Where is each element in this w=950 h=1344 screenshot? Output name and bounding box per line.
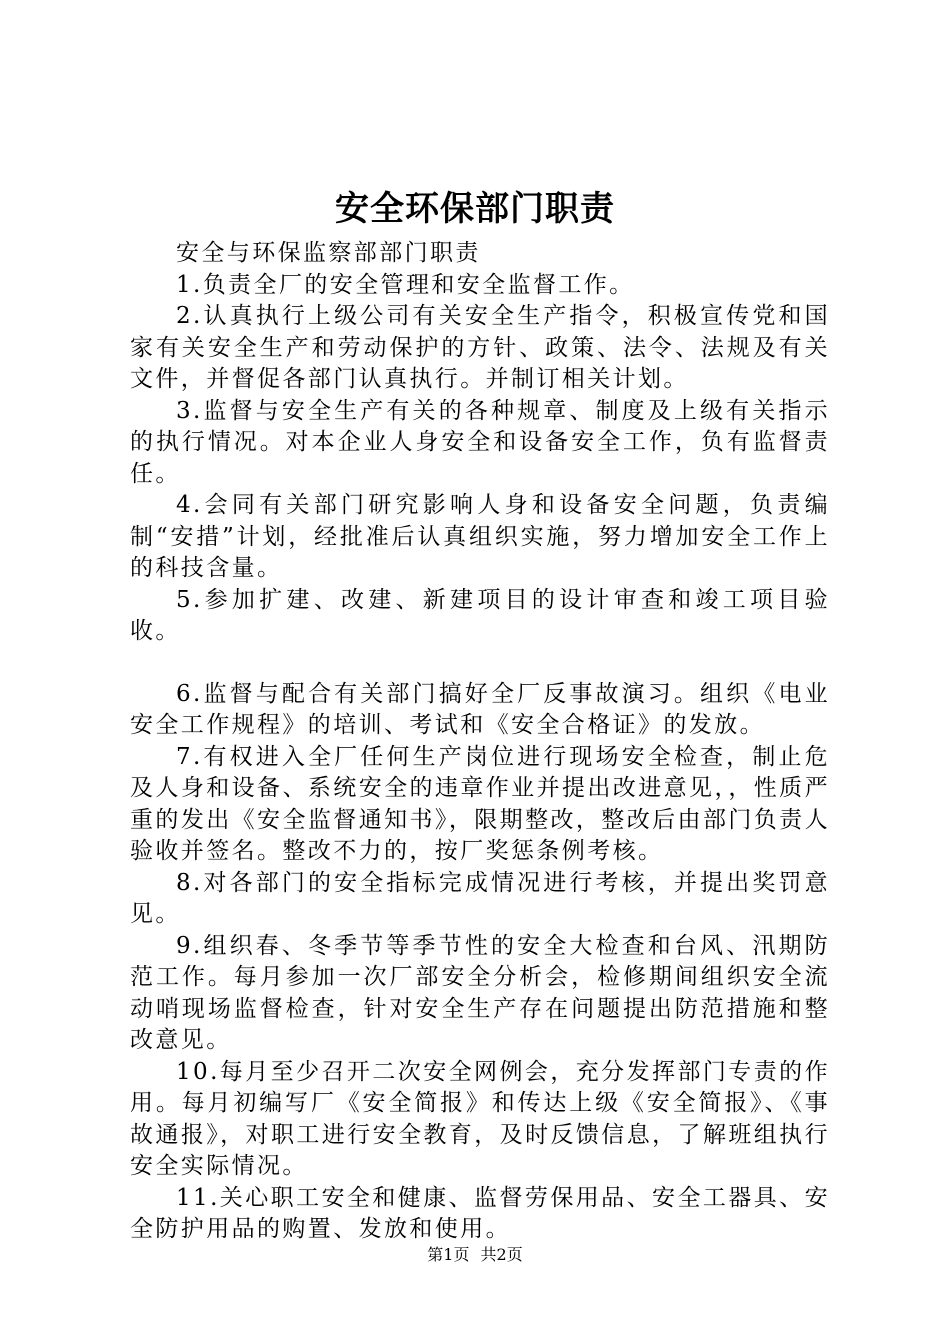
duty-item-10: 10.每月至少召开二次安全网例会，充分发挥部门专责的作用。每月初编写厂《安全简报》和传达上级《安全简报》、《事故通报》，对职工进行安全教育，及时反馈信息，了解班组执行安全实际情况。 <box>130 1058 830 1179</box>
document-body <box>130 238 830 1246</box>
duty-item-2: 2.认真执行上级公司有关安全生产指令，积极宣传党和国家有关安全生产和劳动保护的方针、政策、法令、法规及有关文件，并督促各部门认真执行。并制订相关计划。 <box>130 303 830 392</box>
document-title: 安全环保部门职责 <box>335 189 615 229</box>
duty-item-6: 6.监督与配合有关部门搞好全厂反事故演习。组织《电业安全工作规程》的培训、考试和《安全合格证》的发放。 <box>130 680 830 738</box>
duty-item-3: 3.监督与安全生产有关的各种规章、制度及上级有关指示的执行情况。对本企业人身安全和设备安全工作，负有监督责任。 <box>130 397 830 487</box>
page-number-total: 共2页 <box>480 1245 523 1264</box>
section-heading: 安全与环保监察部部门职责 <box>176 240 481 266</box>
duty-item-1: 1.负责全厂的安全管理和安全监督工作。 <box>176 271 635 298</box>
duty-item-7: 7.有权进入全厂任何生产岗位进行现场安全检查，制止危及人身和设备、系统安全的违章作业并提出改进意见，，性质严重的发出《安全监督通知书》，限期整改，整改后由部门负责人验收并签名。整改不力的，按厂奖惩条例考核。 <box>130 743 830 864</box>
page-number-current: 第1页 <box>427 1245 470 1264</box>
page-footer <box>0 1244 950 1266</box>
duty-item-8: 8.对各部门的安全指标完成情况进行考核，并提出奖罚意见。 <box>130 869 830 927</box>
duty-item-4: 4.会同有关部门研究影响人身和设备安全问题，负责编制“安措”计划，经批准后认真组织实施，努力增加安全工作上的科技含量。 <box>130 492 830 581</box>
duty-item-9: 9.组织春、冬季节等季节性的安全大检查和台风、汛期防范工作。每月参加一次厂部安全分析会，检修期间组织安全流动哨现场监督检查，针对安全生产存在问题提出防范措施和整改意见。 <box>130 932 830 1053</box>
duty-item-5: 5.参加扩建、改建、新建项目的设计审查和竣工项目验收。 <box>130 586 830 644</box>
duty-item-11: 11.关心职工安全和健康、监督劳保用品、安全工器具、安全防护用品的购置、发放和使用。 <box>130 1184 830 1242</box>
